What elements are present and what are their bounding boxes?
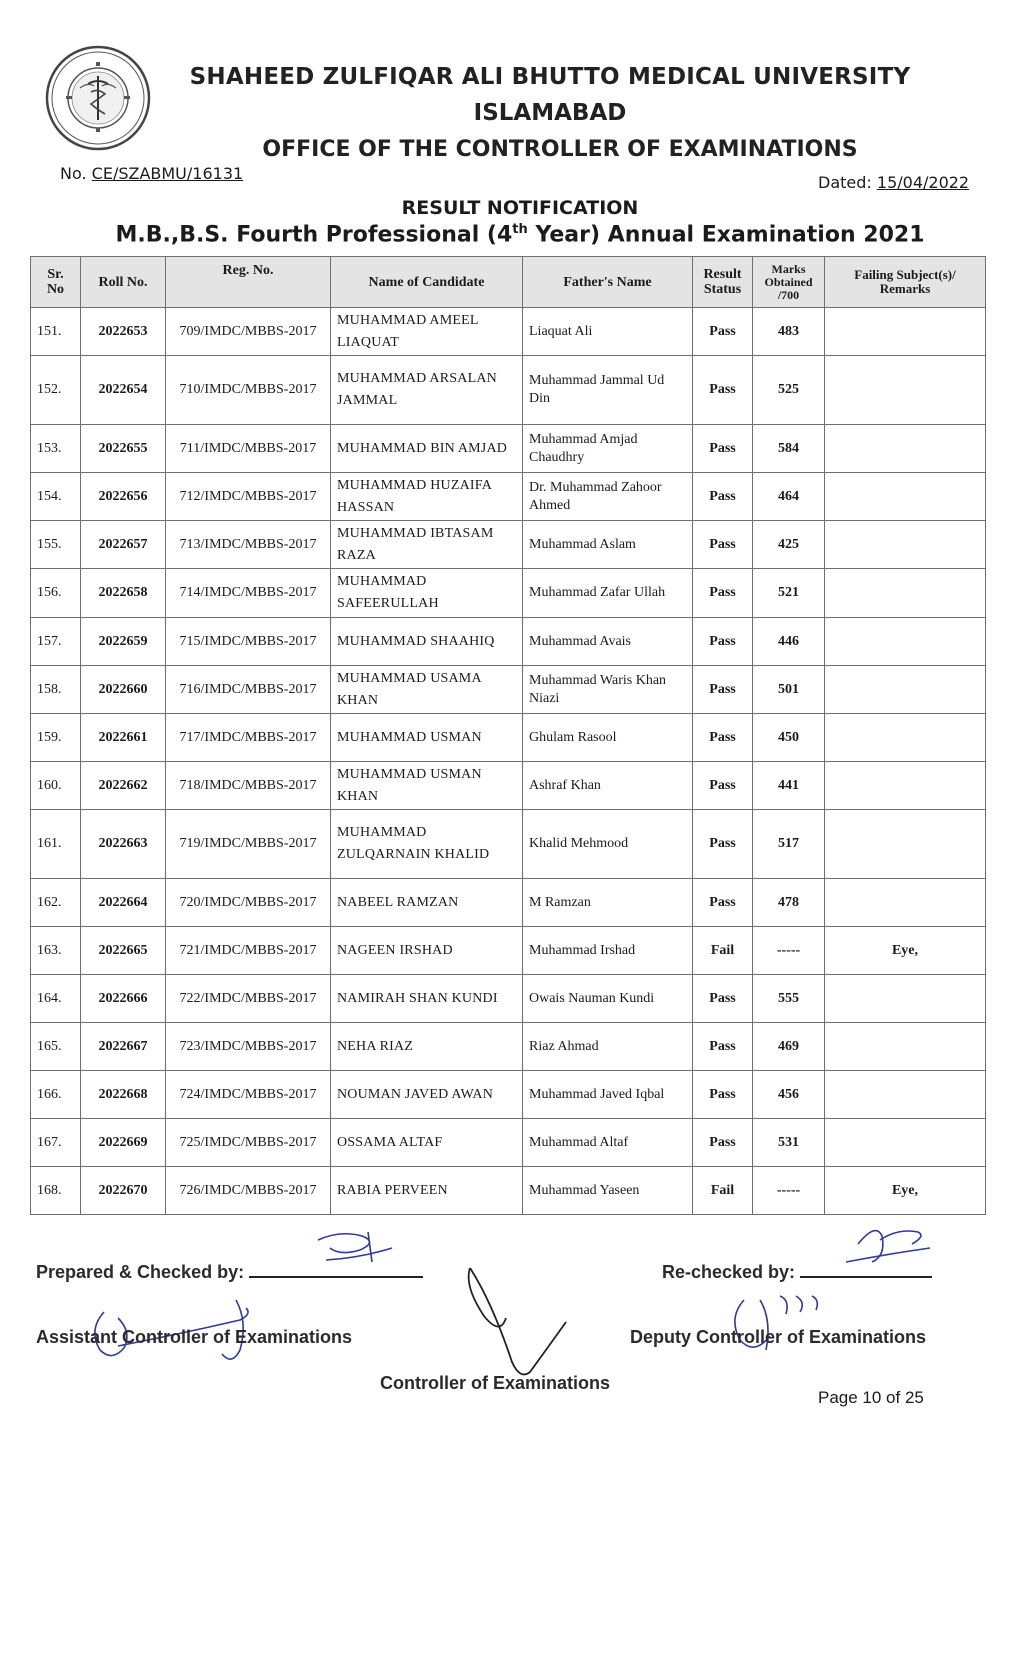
marks-cell: 441: [753, 762, 825, 810]
roll-number-cell: 2022664: [81, 879, 166, 927]
marks-cell: 456: [753, 1071, 825, 1119]
marks-cell: 478: [753, 879, 825, 927]
remarks-cell: Eye,: [825, 1167, 986, 1215]
table-row: [31, 975, 986, 1023]
col-status: Result Status: [693, 257, 753, 308]
candidate-name-cell: MUHAMMAD USMAN KHAN: [331, 762, 523, 810]
result-status-cell: Pass: [693, 356, 753, 425]
candidate-name-cell: MUHAMMAD ARSALAN JAMMAL: [331, 356, 523, 425]
result-status-cell: Fail: [693, 1167, 753, 1215]
marks-cell: -----: [753, 927, 825, 975]
reg-number-cell: 724/IMDC/MBBS-2017: [166, 1071, 331, 1119]
marks-cell: 584: [753, 425, 825, 473]
result-status-cell: Pass: [693, 879, 753, 927]
father-name-cell: Ghulam Rasool: [523, 714, 693, 762]
exam-title: [100, 222, 940, 247]
result-status-cell: Pass: [693, 762, 753, 810]
rechecked-label: Re-checked by:: [662, 1262, 932, 1283]
remarks-cell: [825, 714, 986, 762]
sr-cell: 153.: [31, 425, 81, 473]
reference-number: [60, 164, 243, 183]
candidate-name-cell: NAMIRAH SHAN KUNDI: [331, 975, 523, 1023]
reg-number-cell: 710/IMDC/MBBS-2017: [166, 356, 331, 425]
col-remarks: Failing Subject(s)/ Remarks: [825, 257, 986, 308]
candidate-name-cell: MUHAMMAD SHAAHIQ: [331, 618, 523, 666]
roll-number-cell: 2022665: [81, 927, 166, 975]
father-name-cell: Riaz Ahmad: [523, 1023, 693, 1071]
father-name-cell: Liaquat Ali: [523, 308, 693, 356]
page-number: Page 10 of 25: [818, 1388, 924, 1407]
reg-number-cell: 712/IMDC/MBBS-2017: [166, 473, 331, 521]
marks-cell: 525: [753, 356, 825, 425]
father-name-cell: Muhammad Zafar Ullah: [523, 569, 693, 618]
date-value: 15/04/2022: [876, 173, 970, 192]
sr-cell: 158.: [31, 666, 81, 714]
assistant-controller-title: Assistant Controller of Examinations: [36, 1327, 353, 1347]
sr-cell: 163.: [31, 927, 81, 975]
table-row: [31, 521, 986, 569]
reg-number-cell: 723/IMDC/MBBS-2017: [166, 1023, 331, 1071]
remarks-cell: [825, 521, 986, 569]
table-row: [31, 473, 986, 521]
candidate-name-cell: MUHAMMAD USAMA KHAN: [331, 666, 523, 714]
table-row: [31, 762, 986, 810]
sr-cell: 164.: [31, 975, 81, 1023]
father-name-cell: Muhammad Javed Iqbal: [523, 1071, 693, 1119]
sr-cell: 167.: [31, 1119, 81, 1167]
table-row: [31, 714, 986, 762]
roll-number-cell: 2022660: [81, 666, 166, 714]
col-sr: Sr. No: [31, 257, 81, 308]
table-row: [31, 356, 986, 425]
date-line: [818, 173, 969, 192]
roll-number-cell: 2022653: [81, 308, 166, 356]
table-row: [31, 1023, 986, 1071]
father-name-cell: Muhammad Amjad Chaudhry: [523, 425, 693, 473]
father-name-cell: M Ramzan: [523, 879, 693, 927]
sr-cell: 165.: [31, 1023, 81, 1071]
table-row: [31, 810, 986, 879]
candidate-name-cell: NOUMAN JAVED AWAN: [331, 1071, 523, 1119]
exam-title-sup: th: [512, 222, 528, 237]
reg-number-cell: 721/IMDC/MBBS-2017: [166, 927, 331, 975]
reg-number-cell: 722/IMDC/MBBS-2017: [166, 975, 331, 1023]
candidate-name-cell: NEHA RIAZ: [331, 1023, 523, 1071]
col-name: Name of Candidate: [331, 257, 523, 308]
table-row: [31, 308, 986, 356]
candidate-name-cell: MUHAMMAD ZULQARNAIN KHALID: [331, 810, 523, 879]
col-reg: Reg. No.: [166, 257, 331, 308]
father-name-cell: Khalid Mehmood: [523, 810, 693, 879]
remarks-cell: [825, 356, 986, 425]
table-row: [31, 666, 986, 714]
sr-cell: 157.: [31, 618, 81, 666]
table-row: [31, 425, 986, 473]
reg-number-cell: 711/IMDC/MBBS-2017: [166, 425, 331, 473]
marks-cell: 464: [753, 473, 825, 521]
marks-cell: 425: [753, 521, 825, 569]
exam-title-pre: M.B.,B.S. Fourth Professional (4: [115, 222, 513, 248]
candidate-name-cell: MUHAMMAD SAFEERULLAH: [331, 569, 523, 618]
signature-rechecked-icon: [846, 1231, 930, 1262]
candidate-name-cell: NAGEEN IRSHAD: [331, 927, 523, 975]
table-row: [31, 1071, 986, 1119]
roll-number-cell: 2022654: [81, 356, 166, 425]
remarks-cell: [825, 666, 986, 714]
results-table: [30, 256, 986, 1215]
roll-number-cell: 2022658: [81, 569, 166, 618]
candidate-name-cell: MUHAMMAD HUZAIFA HASSAN: [331, 473, 523, 521]
remarks-cell: [825, 810, 986, 879]
roll-number-cell: 2022666: [81, 975, 166, 1023]
table-row: [31, 1119, 986, 1167]
reg-number-cell: 709/IMDC/MBBS-2017: [166, 308, 331, 356]
marks-cell: 483: [753, 308, 825, 356]
table-row: [31, 927, 986, 975]
father-name-cell: Muhammad Avais: [523, 618, 693, 666]
remarks-cell: [825, 425, 986, 473]
father-name-cell: Ashraf Khan: [523, 762, 693, 810]
candidate-name-cell: MUHAMMAD AMEEL LIAQUAT: [331, 308, 523, 356]
father-name-cell: Dr. Muhammad Zahoor Ahmed: [523, 473, 693, 521]
candidate-name-cell: NABEEL RAMZAN: [331, 879, 523, 927]
remarks-cell: [825, 1023, 986, 1071]
table-row: [31, 618, 986, 666]
notification-title: RESULT NOTIFICATION: [401, 197, 639, 219]
reg-number-cell: 716/IMDC/MBBS-2017: [166, 666, 331, 714]
table-header-row: [31, 257, 986, 308]
reg-number-cell: 726/IMDC/MBBS-2017: [166, 1167, 331, 1215]
signature-controller-icon: [469, 1268, 566, 1374]
reg-number-cell: 725/IMDC/MBBS-2017: [166, 1119, 331, 1167]
remarks-cell: [825, 308, 986, 356]
marks-cell: 501: [753, 666, 825, 714]
result-status-cell: Pass: [693, 618, 753, 666]
result-status-cell: Pass: [693, 810, 753, 879]
controller-title: Controller of Examinations: [380, 1373, 611, 1393]
reg-number-cell: 720/IMDC/MBBS-2017: [166, 879, 331, 927]
reference-value: CE/SZABMU/16131: [91, 164, 244, 183]
candidate-name-cell: MUHAMMAD BIN AMJAD: [331, 425, 523, 473]
remarks-cell: [825, 569, 986, 618]
university-seal-icon: [44, 44, 152, 152]
col-marks: Marks Obtained /700: [753, 257, 825, 308]
roll-number-cell: 2022659: [81, 618, 166, 666]
office-name: OFFICE OF THE CONTROLLER OF EXAMINATIONS: [262, 137, 858, 162]
father-name-cell: Muhammad Aslam: [523, 521, 693, 569]
remarks-cell: [825, 618, 986, 666]
marks-cell: -----: [753, 1167, 825, 1215]
roll-number-cell: 2022661: [81, 714, 166, 762]
signature-prepared-icon: [318, 1232, 392, 1262]
father-name-cell: Muhammad Jammal Ud Din: [523, 356, 693, 425]
father-name-cell: Muhammad Irshad: [523, 927, 693, 975]
result-status-cell: Pass: [693, 666, 753, 714]
roll-number-cell: 2022669: [81, 1119, 166, 1167]
sr-cell: 168.: [31, 1167, 81, 1215]
remarks-cell: [825, 975, 986, 1023]
roll-number-cell: 2022663: [81, 810, 166, 879]
marks-cell: 450: [753, 714, 825, 762]
date-label: Dated:: [818, 173, 872, 192]
marks-cell: 555: [753, 975, 825, 1023]
candidate-name-cell: MUHAMMAD IBTASAM RAZA: [331, 521, 523, 569]
father-name-cell: Muhammad Altaf: [523, 1119, 693, 1167]
result-status-cell: Pass: [693, 569, 753, 618]
remarks-cell: [825, 879, 986, 927]
result-status-cell: Pass: [693, 473, 753, 521]
results-body: [31, 308, 986, 1215]
marks-cell: 531: [753, 1119, 825, 1167]
result-status-cell: Pass: [693, 521, 753, 569]
roll-number-cell: 2022662: [81, 762, 166, 810]
remarks-cell: [825, 1071, 986, 1119]
roll-number-cell: 2022668: [81, 1071, 166, 1119]
result-status-cell: Pass: [693, 1119, 753, 1167]
roll-number-cell: 2022670: [81, 1167, 166, 1215]
col-father: Father's Name: [523, 257, 693, 308]
reg-number-cell: 714/IMDC/MBBS-2017: [166, 569, 331, 618]
marks-cell: 446: [753, 618, 825, 666]
result-status-cell: Pass: [693, 1071, 753, 1119]
result-status-cell: Pass: [693, 975, 753, 1023]
reference-label: No.: [60, 164, 87, 183]
reg-number-cell: 719/IMDC/MBBS-2017: [166, 810, 331, 879]
marks-cell: 517: [753, 810, 825, 879]
sr-cell: 152.: [31, 356, 81, 425]
roll-number-cell: 2022667: [81, 1023, 166, 1071]
sr-cell: 166.: [31, 1071, 81, 1119]
father-name-cell: Muhammad Waris Khan Niazi: [523, 666, 693, 714]
university-name: SHAHEED ZULFIQAR ALI BHUTTO MEDICAL UNIVERSITY: [189, 64, 911, 90]
result-status-cell: Pass: [693, 425, 753, 473]
candidate-name-cell: OSSAMA ALTAF: [331, 1119, 523, 1167]
result-status-cell: Pass: [693, 714, 753, 762]
reg-number-cell: 717/IMDC/MBBS-2017: [166, 714, 331, 762]
sr-cell: 161.: [31, 810, 81, 879]
sr-cell: 160.: [31, 762, 81, 810]
table-row: [31, 879, 986, 927]
reg-number-cell: 718/IMDC/MBBS-2017: [166, 762, 331, 810]
father-name-cell: Owais Nauman Kundi: [523, 975, 693, 1023]
candidate-name-cell: RABIA PERVEEN: [331, 1167, 523, 1215]
result-status-cell: Pass: [693, 1023, 753, 1071]
result-status-cell: Fail: [693, 927, 753, 975]
sr-cell: 159.: [31, 714, 81, 762]
sr-cell: 156.: [31, 569, 81, 618]
table-row: [31, 1167, 986, 1215]
roll-number-cell: 2022655: [81, 425, 166, 473]
sr-cell: 151.: [31, 308, 81, 356]
exam-title-post: Year) Annual Examination 2021: [527, 222, 925, 248]
candidate-name-cell: MUHAMMAD USMAN: [331, 714, 523, 762]
university-city: ISLAMABAD: [473, 100, 627, 126]
deputy-controller-title: Deputy Controller of Examinations: [630, 1327, 927, 1347]
remarks-cell: [825, 473, 986, 521]
remarks-cell: Eye,: [825, 927, 986, 975]
remarks-cell: [825, 1119, 986, 1167]
remarks-cell: [825, 762, 986, 810]
roll-number-cell: 2022656: [81, 473, 166, 521]
table-row: [31, 569, 986, 618]
prepared-checked-label: Prepared & Checked by:: [36, 1262, 423, 1283]
result-status-cell: Pass: [693, 308, 753, 356]
sr-cell: 155.: [31, 521, 81, 569]
reg-number-cell: 715/IMDC/MBBS-2017: [166, 618, 331, 666]
col-roll: Roll No.: [81, 257, 166, 308]
marks-cell: 521: [753, 569, 825, 618]
sr-cell: 162.: [31, 879, 81, 927]
reg-number-cell: 713/IMDC/MBBS-2017: [166, 521, 331, 569]
sr-cell: 154.: [31, 473, 81, 521]
marks-cell: 469: [753, 1023, 825, 1071]
roll-number-cell: 2022657: [81, 521, 166, 569]
father-name-cell: Muhammad Yaseen: [523, 1167, 693, 1215]
